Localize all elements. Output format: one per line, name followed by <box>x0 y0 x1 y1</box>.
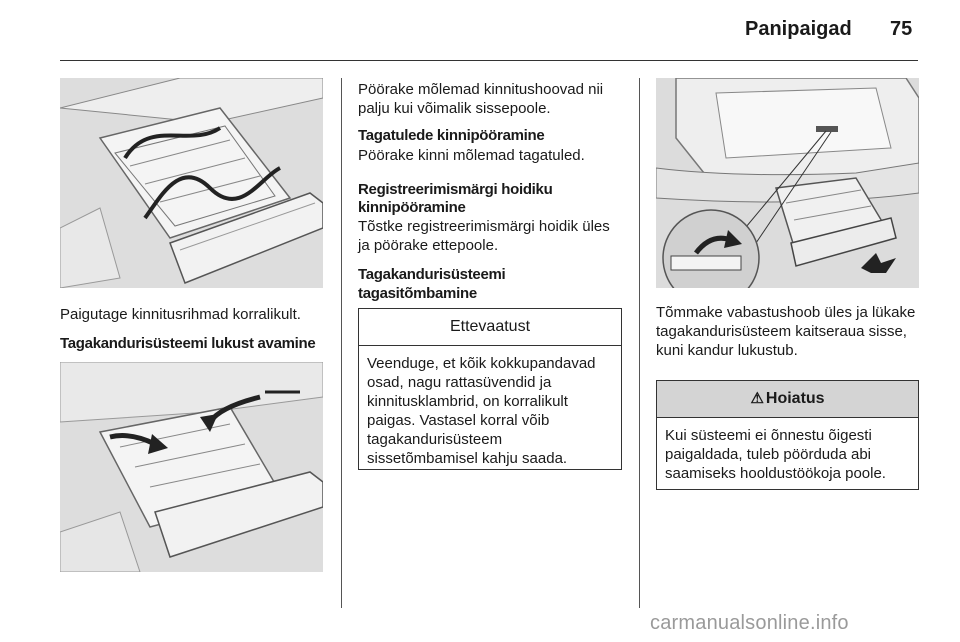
taillights-text: Pöörake kinni mõlemad tagatuled. <box>358 147 585 164</box>
caution-title: Ettevaatust <box>359 309 621 346</box>
warning-header <box>657 381 918 418</box>
heading-unlock: Tagakandurisüsteemi lukust avamine <box>60 335 316 352</box>
header-rule <box>60 60 918 61</box>
page-number: 75 <box>890 18 913 40</box>
heading-taillights: Tagatulede kinnipööramine <box>358 127 545 144</box>
warning-title: Hoiatus <box>765 390 825 407</box>
warning-triangle-icon: ⚠ <box>750 390 764 407</box>
caution-text: Veenduge, et kõik kokkupandavad osad, nagu rattasüvendid ja kinnitusklambrid, on korralikult paigas. Vastasel korral võib tagakandurisüsteem sissetõmbamisel kahju saada. <box>367 355 596 467</box>
footer-watermark: carmanualsonline.info <box>650 612 849 634</box>
column-divider-2 <box>639 78 640 608</box>
heading-retract-1: Tagakandurisüsteemi <box>358 266 506 283</box>
warning-box <box>656 380 919 490</box>
plate-holder-text: Tõstke registreerimismärgi hoidik üles ja pöörake ettepoole. <box>358 218 610 254</box>
illustration-retract <box>656 78 919 288</box>
illustration-straps <box>60 78 323 288</box>
retract-instructions: Tõmmake vabastushoob üles ja lükake tagakandurisüsteem kaitseraua sisse, kuni kandur lukustub. <box>656 304 916 359</box>
illustration-unlock <box>60 362 323 572</box>
heading-retract-2: tagasitõmbamine <box>358 285 477 302</box>
caution-box <box>358 308 622 470</box>
warning-text: Kui süsteemi ei õnnestu õigesti paigaldada, tuleb pöörduda abi saamiseks hooldustöökoja poole. <box>665 427 886 482</box>
column-divider-1 <box>341 78 342 608</box>
heading-plate-holder-2: kinnipööramine <box>358 199 466 216</box>
heading-plate-holder-1: Registreerimismärgi hoidiku <box>358 181 553 198</box>
caption-straps: Paigutage kinnitusrihmad korralikult. <box>60 306 301 323</box>
intro-paragraph: Pöörake mõlemad kinnitushoovad nii palju kui võimalik sissepoole. <box>358 81 604 117</box>
page-header-title: Panipaigad <box>745 18 852 40</box>
